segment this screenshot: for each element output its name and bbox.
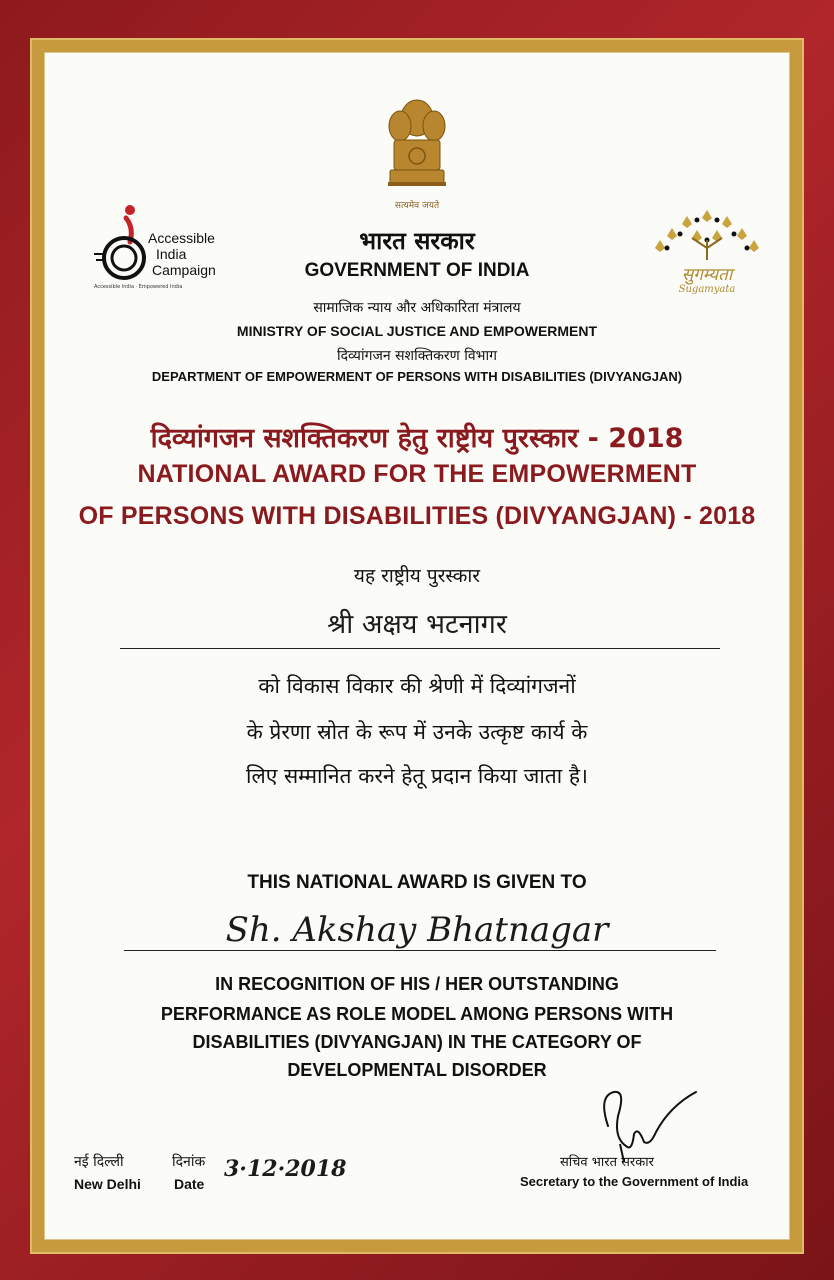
logo-line-india: India	[156, 246, 187, 262]
ministry-hi: सामाजिक न्याय और अधिकारिता मंत्रालय	[313, 300, 521, 316]
dept-hi: दिव्यांगजन सशक्तिकरण विभाग	[337, 348, 497, 364]
body-hi-line1: को विकास विकार की श्रेणी में दिव्यांगजनों	[258, 674, 576, 698]
dept-en: DEPARTMENT OF EMPOWERMENT OF PERSONS WITH DISABILITIES (DIVYANGJAN)	[151, 369, 683, 384]
place-hi: नई दिल्ली	[74, 1154, 124, 1170]
recipient-hi-line	[120, 648, 720, 649]
sign-en: Secretary to the Government of India	[520, 1174, 749, 1189]
body-hi-line3: लिए सम्मानित करने हेतू प्रदान किया जाता है।	[246, 764, 588, 788]
gov-title-hi: भारत सरकार	[359, 227, 475, 255]
recipient-en-line	[124, 950, 716, 951]
logo-line-campaign: Campaign	[152, 262, 216, 278]
body-en-line1: IN RECOGNITION OF HIS / HER OUTSTANDING	[215, 974, 619, 994]
gov-title-en: GOVERNMENT OF INDIA	[304, 260, 530, 281]
body-en-line3: DISABILITIES (DIVYANGJAN) IN THE CATEGORY OF	[192, 1032, 642, 1052]
logo-tagline: Accessible India · Empowered India	[94, 284, 183, 290]
date-label-hi: दिनांक	[172, 1154, 206, 1170]
intro-hi: यह राष्ट्रीय पुरस्कार	[353, 565, 481, 587]
award-title-en-line1: NATIONAL AWARD FOR THE EMPOWERMENT	[137, 460, 697, 488]
national-emblem-icon	[380, 96, 454, 196]
logo-line-accessible: Accessible	[148, 230, 215, 246]
recipient-hi: श्री अक्षय भटनागर	[327, 609, 507, 640]
certificate-paper	[44, 52, 790, 1240]
ministry-en: MINISTRY OF SOCIAL JUSTICE AND EMPOWERMENT	[236, 323, 598, 339]
date-value: 3·12·2018	[224, 1156, 347, 1182]
body-hi-line2: के प्रेरणा स्रोत के रूप में उनके उत्कृष्ट कार्य के	[246, 720, 588, 744]
body-en-line4: DEVELOPMENTAL DISORDER	[287, 1060, 547, 1080]
sugamyata-text-en: Sugamyata	[678, 284, 736, 295]
award-title-hi: दिव्यांगजन सशक्तिकरण हेतु राष्ट्रीय पुरस्कार - 2018	[150, 423, 684, 454]
sugamyata-text-hi: सुगम्यता	[681, 265, 733, 285]
place-en: New Delhi	[74, 1176, 141, 1192]
award-title-en-line2: OF PERSONS WITH DISABILITIES (DIVYANGJAN) - 2018	[78, 502, 756, 530]
body-en-line2: PERFORMANCE AS ROLE MODEL AMONG PERSONS WITH	[160, 1004, 674, 1024]
emblem-motto: सत्यमेव जयते	[394, 201, 440, 211]
sign-hi: सचिव भारत सरकार	[560, 1155, 654, 1170]
date-label-en: Date	[174, 1176, 205, 1192]
recipient-en: Sh. Akshay Bhatnagar	[225, 910, 609, 950]
intro-en: THIS NATIONAL AWARD IS GIVEN TO	[247, 872, 587, 893]
